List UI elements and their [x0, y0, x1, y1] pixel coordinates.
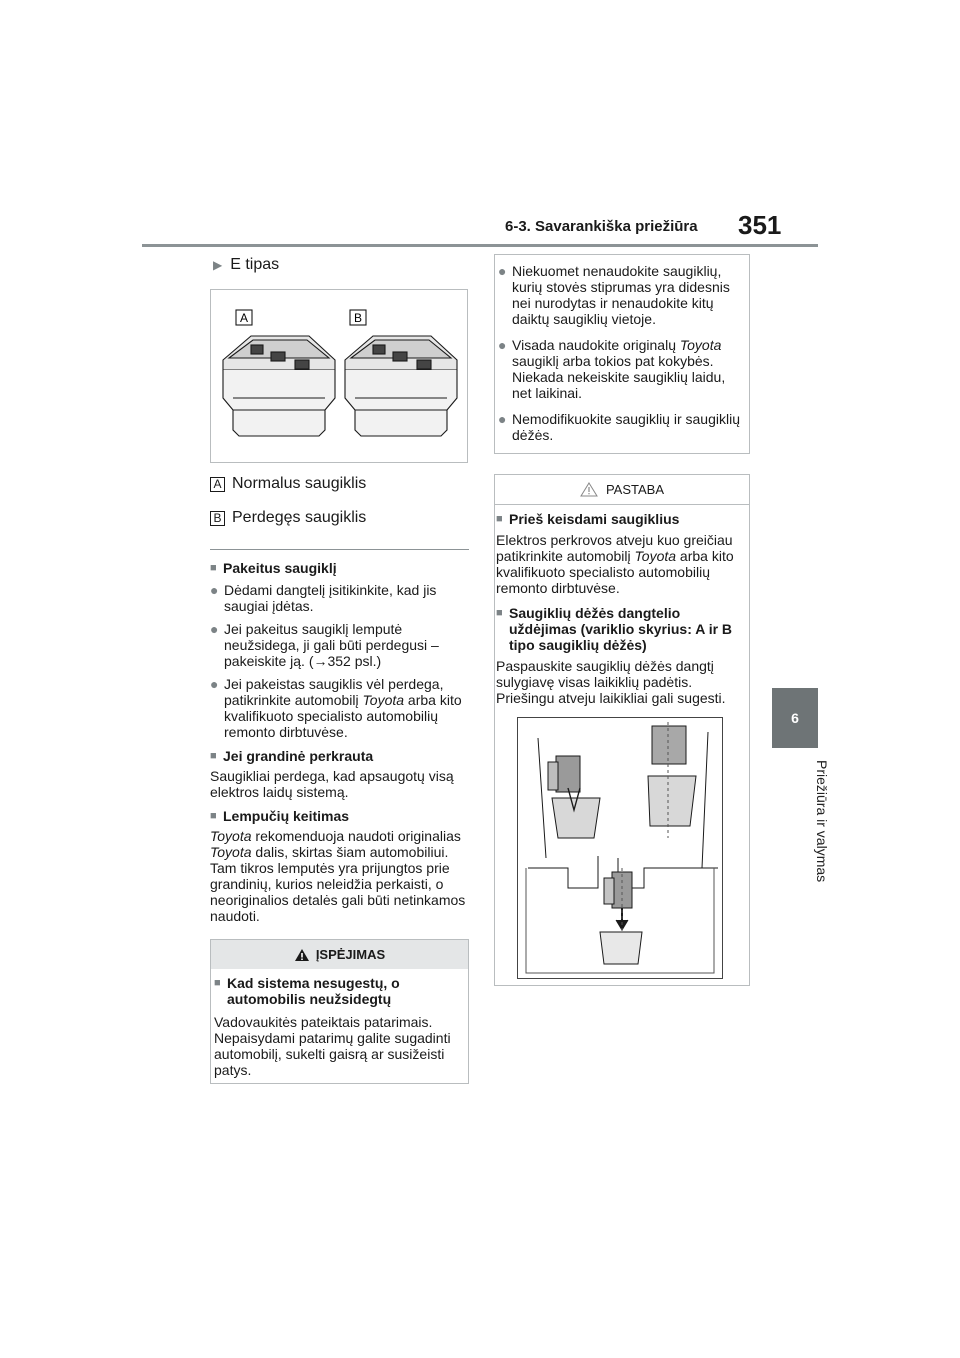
list-item-text: Jei pakeistas saugiklis vėl perdega, patikrinkite automobilį Toyota arba kito kvalifikuoto specialisto automobilių remonto dirbtuvėse.: [224, 676, 462, 740]
circle-bullet-icon: ●: [498, 263, 507, 279]
warning-continued-box: [494, 254, 750, 454]
warning-box: [210, 939, 469, 1084]
list-item-text: Niekuomet nenaudokite saugiklių, kurių stovės stiprumas yra didesnis nei nurodytas ir nenaudokite kitų daiktų saugiklių vietoje.: [512, 263, 730, 327]
legend-b: [210, 509, 366, 527]
notice-subheading: [496, 605, 741, 653]
warning-icon: [294, 948, 310, 962]
fig-label-b: B: [353, 311, 363, 325]
square-bullet-icon: ■: [496, 607, 503, 619]
paragraph: Toyota rekomenduoja naudoti originalias Toyota dalis, skirtas šiam automobiliui. Tam tikros lemputės yra prijungtos prie grandinių, kurios neleidžia perkaisti, o neoriginalios detalės gali būti netinkamos naudoti.: [210, 828, 466, 924]
list-item: [210, 676, 469, 740]
heading-text: Jei grandinė perkrauta: [223, 748, 374, 764]
heading-text: Kad sistema nesugestų, o automobilis neužsidegtų: [227, 975, 400, 1007]
warning-continued-body: [495, 255, 749, 443]
warning-body: [211, 969, 468, 1078]
notice-subheading: [496, 511, 741, 527]
heading-text: Prieš keisdami saugiklius: [509, 511, 680, 527]
warning-text: Vadovaukitės pateiktais patarimais. Nepaisydami patarimų galite sugadinti automobilį, sukelti gaisrą ar susižeisti patys.: [214, 1014, 451, 1078]
fuse-box-figure-svg: [518, 718, 722, 978]
square-bullet-icon: ■: [210, 750, 217, 762]
square-bullet-icon: ■: [214, 977, 221, 989]
section-title: 6-3. Savarankiška priežiūra: [505, 218, 698, 235]
legend-text-b: Perdegęs saugiklis: [232, 509, 367, 526]
square-bullet-icon: ■: [496, 513, 503, 525]
fuse-illustration: [210, 289, 468, 463]
circle-bullet-icon: ●: [210, 676, 219, 692]
chapter-label: Priežiūra ir valymas: [814, 760, 830, 883]
heading-replaced-fuse: [210, 560, 469, 576]
circle-bullet-icon: ●: [498, 411, 507, 427]
legend-text-a: Normalus saugiklis: [232, 475, 367, 492]
legend-key-b: B: [210, 511, 225, 526]
caution-icon: [580, 482, 598, 497]
notice-header: [495, 475, 749, 505]
chapter-tab: [772, 688, 818, 748]
square-bullet-icon: ■: [210, 810, 217, 822]
heading-text: Saugiklių dėžės dangtelio uždėjimas (variklio skyrius: A ir B tipo saugiklių dėžės): [509, 605, 733, 653]
section-divider: [210, 549, 469, 550]
list-item: [498, 411, 741, 443]
list-item-text: Visada naudokite originalų Toyota saugiklį arba tokios pat kokybės. Niekada nekeiskite saugiklių laidu, net laikinai.: [512, 337, 726, 401]
chapter-number: 6: [791, 710, 799, 726]
list-item: [498, 337, 741, 401]
fig-label-a: A: [239, 311, 249, 325]
subtype-title: E tipas: [230, 256, 280, 273]
notice-title: PASTABA: [605, 482, 665, 497]
fuse-box-cover-illustration: [517, 717, 723, 979]
fuse-b-drawing: [345, 336, 457, 436]
circle-bullet-icon: ●: [210, 582, 219, 598]
list-item: [210, 621, 469, 669]
circle-bullet-icon: ●: [498, 337, 507, 353]
heading-bulb-replacement: [210, 808, 469, 824]
warning-subheading: [214, 975, 462, 1007]
heading-circuit-overload: [210, 748, 469, 764]
warning-header: [211, 940, 468, 969]
left-text-block: [210, 560, 469, 924]
list-item-text: Nemodifikuokite saugiklių ir saugiklių dėžės.: [512, 411, 740, 443]
heading-text: Lempučių keitimas: [223, 808, 350, 824]
subtype-heading: [213, 256, 279, 274]
circle-bullet-icon: ●: [210, 621, 219, 637]
page-number: 351: [738, 210, 782, 240]
list-item: [498, 263, 741, 327]
notice-body: [495, 505, 749, 706]
fuse-figure-svg: [211, 290, 467, 462]
legend-key-a: A: [210, 477, 225, 492]
triangle-bullet-icon: ▶: [213, 258, 223, 272]
square-bullet-icon: ■: [210, 562, 217, 574]
heading-text: Pakeitus saugiklį: [223, 560, 337, 576]
fuse-a-drawing: [223, 336, 335, 436]
header-rule: [142, 244, 818, 247]
list-item-text: Dėdami dangtelį įsitikinkite, kad jis saugiai įdėtas.: [224, 582, 437, 614]
paragraph: Elektros perkrovos atveju kuo greičiau patikrinkite automobilį Toyota arba kito kvalifikuoto specialisto automobilių remonto dirbtuvėse.: [496, 532, 734, 596]
paragraph: Paspauskite saugiklių dėžės dangtį sulygiavę visas laikiklių padėtis. Priešingu atveju laikikliai gali sugesti.: [496, 658, 726, 706]
legend-a: [210, 475, 366, 493]
paragraph: Saugikliai perdega, kad apsaugotų visą elektros laidų sistemą.: [210, 768, 454, 800]
list-item-text: Jei pakeitus saugiklį lemputė neužsidega, ji gali būti perdegusi – pakeiskite ją. (→352 psl.): [224, 621, 439, 669]
warning-title: ĮSPĖJIMAS: [315, 947, 386, 962]
list-item: [210, 582, 469, 614]
